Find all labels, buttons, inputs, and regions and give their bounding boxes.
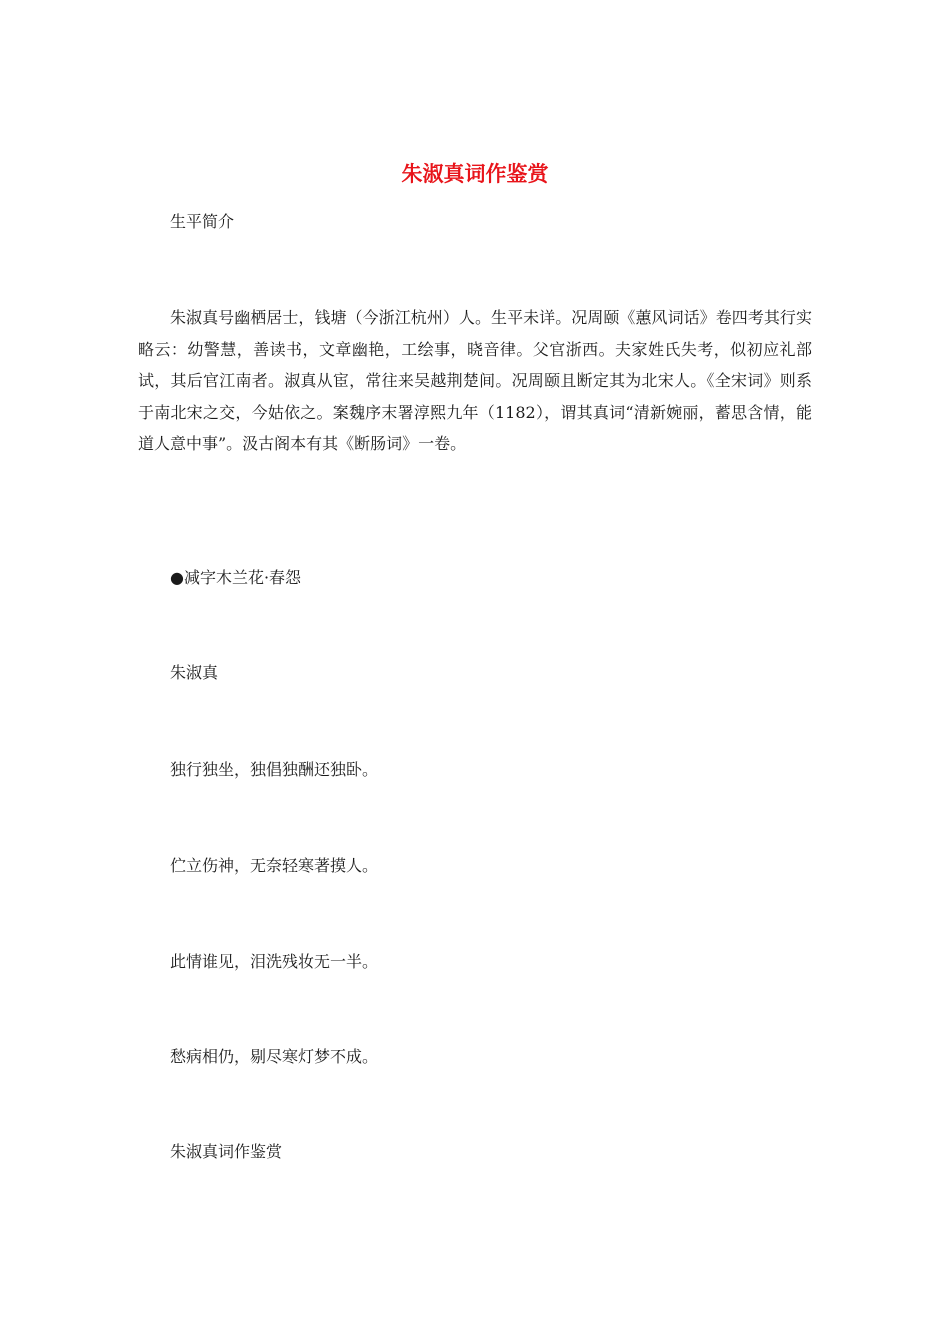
biography-paragraph: 朱淑真号幽栖居士，钱塘（今浙江杭州）人。生平未详。况周颐《蕙风词话》卷四考其行实略云：幼警慧，善读书，文章幽艳，工绘事，晓音律。父官浙西。夫家姓氏失考，似初应礼部试，其后官江南者。淑真从宦，常往来吴越荆楚间。况周颐且断定其为北宋人。《全宋词》则系于南北宋之交，今姑依之。案魏序末署淳熙九年（1182），谓其真词“清新婉丽，蓄思含情，能道人意中事”。汲古阁本有其《断肠词》一卷。 bbox=[138, 308, 812, 454]
footer-heading: 朱淑真词作鉴赏 bbox=[170, 1142, 283, 1161]
section-heading: 生平简介 bbox=[170, 212, 235, 231]
poem-line: 愁病相仍，剔尽寒灯梦不成。 bbox=[170, 1047, 379, 1066]
poem-author: 朱淑真 bbox=[170, 663, 219, 682]
poem-line: 独行独坐，独倡独酬还独卧。 bbox=[170, 760, 379, 779]
poem-line: 伫立伤神，无奈轻寒著摸人。 bbox=[170, 856, 379, 875]
poem-line: 此情谁见，泪洗残妆无一半。 bbox=[170, 952, 379, 971]
poem-title: ●减字木兰花·春怨 bbox=[170, 568, 302, 587]
document-title: 朱淑真词作鉴赏 bbox=[401, 161, 549, 186]
